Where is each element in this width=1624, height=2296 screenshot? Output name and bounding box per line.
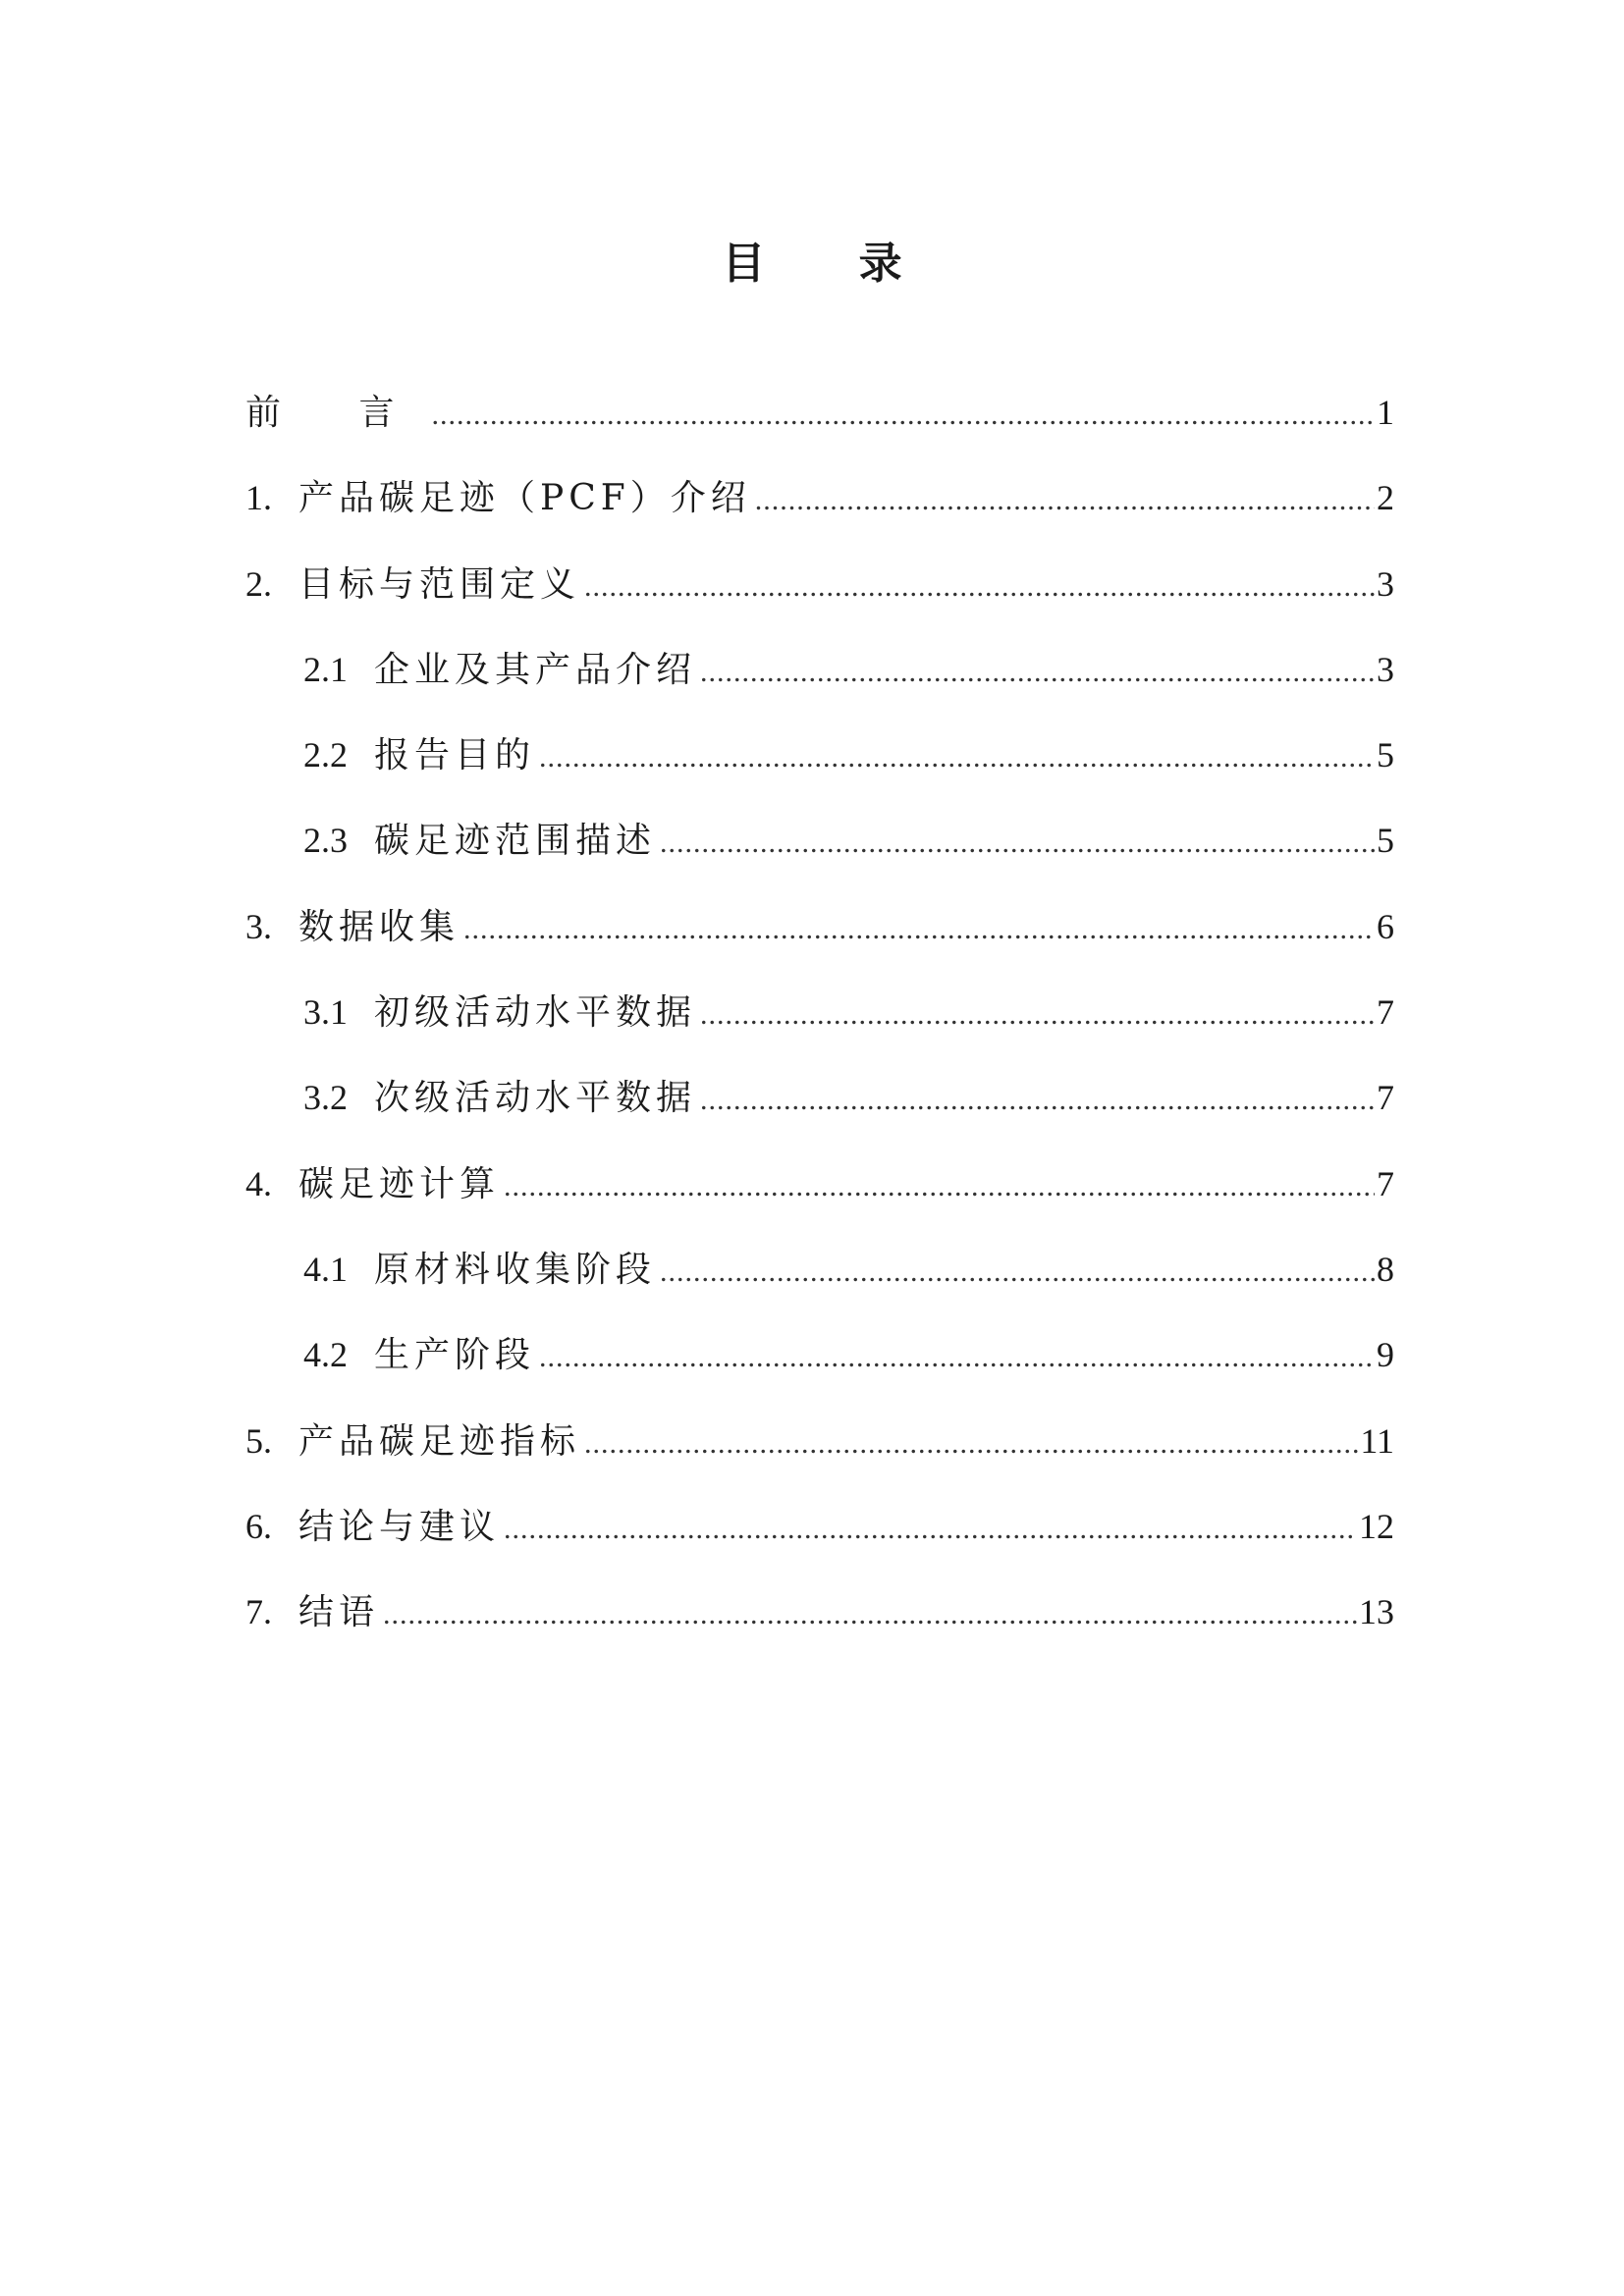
- toc-entry-number: 4.2: [303, 1335, 348, 1375]
- toc-entry-3-1[interactable]: [245, 983, 1394, 1068]
- dot-leader: [700, 986, 1375, 1044]
- dot-leader: [700, 643, 1375, 702]
- dot-leader: [431, 386, 1375, 445]
- toc-entry-label: 原材料收集阶段: [374, 1249, 657, 1290]
- toc-entry-label: 报告目的: [374, 735, 536, 776]
- toc-page-number: 12: [1359, 1506, 1394, 1546]
- toc-entry-label: 初级活动水平数据: [374, 992, 697, 1034]
- toc-entry-label: 产品碳足迹指标: [298, 1420, 581, 1462]
- toc-entry-label: 结语: [298, 1592, 380, 1633]
- toc-entry-number: 3.2: [303, 1078, 348, 1118]
- toc-entry-number: 2.: [245, 563, 272, 604]
- toc-entry-label: 前 言: [245, 393, 428, 433]
- toc-page-number: 3: [1377, 649, 1394, 689]
- dot-leader: [539, 728, 1375, 787]
- toc-page-number: 11: [1360, 1420, 1394, 1461]
- toc-page-number: 5: [1377, 821, 1394, 861]
- toc-entry-2-1[interactable]: [245, 640, 1394, 725]
- toc-entry-label: 目标与范围定义: [298, 563, 581, 605]
- toc-entry-3-2[interactable]: [245, 1068, 1394, 1153]
- toc-page-number: 1: [1377, 393, 1394, 432]
- toc-page-number: 7: [1377, 1163, 1394, 1203]
- toc-page-number: 6: [1377, 906, 1394, 946]
- toc-entry-4[interactable]: [245, 1154, 1394, 1240]
- toc-entry-2-2[interactable]: [245, 725, 1394, 811]
- toc-entry-number: 7.: [245, 1592, 272, 1632]
- toc-entry-1[interactable]: [245, 468, 1394, 554]
- toc-entry-number: 5.: [245, 1420, 272, 1461]
- toc-entry-3[interactable]: [245, 897, 1394, 983]
- table-of-contents: [245, 383, 1394, 1668]
- dot-leader: [660, 814, 1375, 873]
- toc-entry-number: 2.1: [303, 649, 348, 689]
- toc-page-number: 7: [1377, 992, 1394, 1033]
- toc-entry-4-2[interactable]: [245, 1325, 1394, 1411]
- page-title: 目 录: [722, 239, 942, 290]
- toc-entry-6[interactable]: [245, 1497, 1394, 1582]
- toc-page-number: 5: [1377, 735, 1394, 775]
- dot-leader: [584, 1415, 1358, 1473]
- toc-page-number: 7: [1377, 1078, 1394, 1118]
- toc-entry-number: 4.: [245, 1163, 272, 1203]
- toc-entry-label: 碳足迹范围描述: [374, 821, 657, 862]
- toc-entry-label: 碳足迹计算: [298, 1163, 501, 1204]
- dot-leader: [660, 1243, 1375, 1302]
- dot-leader: [383, 1585, 1357, 1644]
- toc-page-number: 8: [1377, 1249, 1394, 1289]
- dot-leader: [584, 558, 1375, 616]
- dot-leader: [463, 900, 1375, 959]
- toc-page-number: 13: [1359, 1592, 1394, 1632]
- toc-entry-preface[interactable]: [245, 383, 1394, 468]
- toc-page-number: 9: [1377, 1335, 1394, 1375]
- toc-entry-5[interactable]: [245, 1412, 1394, 1497]
- toc-entry-label: 次级活动水平数据: [374, 1078, 697, 1119]
- dot-leader: [504, 1157, 1375, 1216]
- toc-entry-number: 6.: [245, 1506, 272, 1546]
- toc-entry-label: 生产阶段: [374, 1335, 536, 1376]
- toc-entry-number: 3.: [245, 906, 272, 946]
- toc-page-number: 3: [1377, 563, 1394, 604]
- toc-entry-number: 2.3: [303, 821, 348, 861]
- toc-entry-7[interactable]: [245, 1582, 1394, 1668]
- toc-entry-label: 企业及其产品介绍: [374, 649, 697, 690]
- toc-entry-number: 2.2: [303, 735, 348, 775]
- toc-entry-4-1[interactable]: [245, 1240, 1394, 1325]
- dot-leader: [539, 1328, 1375, 1387]
- toc-entry-2-3[interactable]: [245, 811, 1394, 896]
- toc-entry-label: 结论与建议: [298, 1506, 501, 1547]
- toc-page-number: 2: [1377, 478, 1394, 518]
- toc-entry-label: 产品碳足迹（PCF）介绍: [298, 478, 751, 519]
- toc-entry-number: 4.1: [303, 1249, 348, 1289]
- toc-entry-number: 1.: [245, 478, 272, 518]
- dot-leader: [700, 1071, 1375, 1130]
- toc-entry-number: 3.1: [303, 992, 348, 1033]
- dot-leader: [504, 1500, 1357, 1559]
- dot-leader: [755, 471, 1375, 530]
- toc-entry-label: 数据收集: [298, 906, 460, 947]
- toc-entry-2[interactable]: [245, 555, 1394, 640]
